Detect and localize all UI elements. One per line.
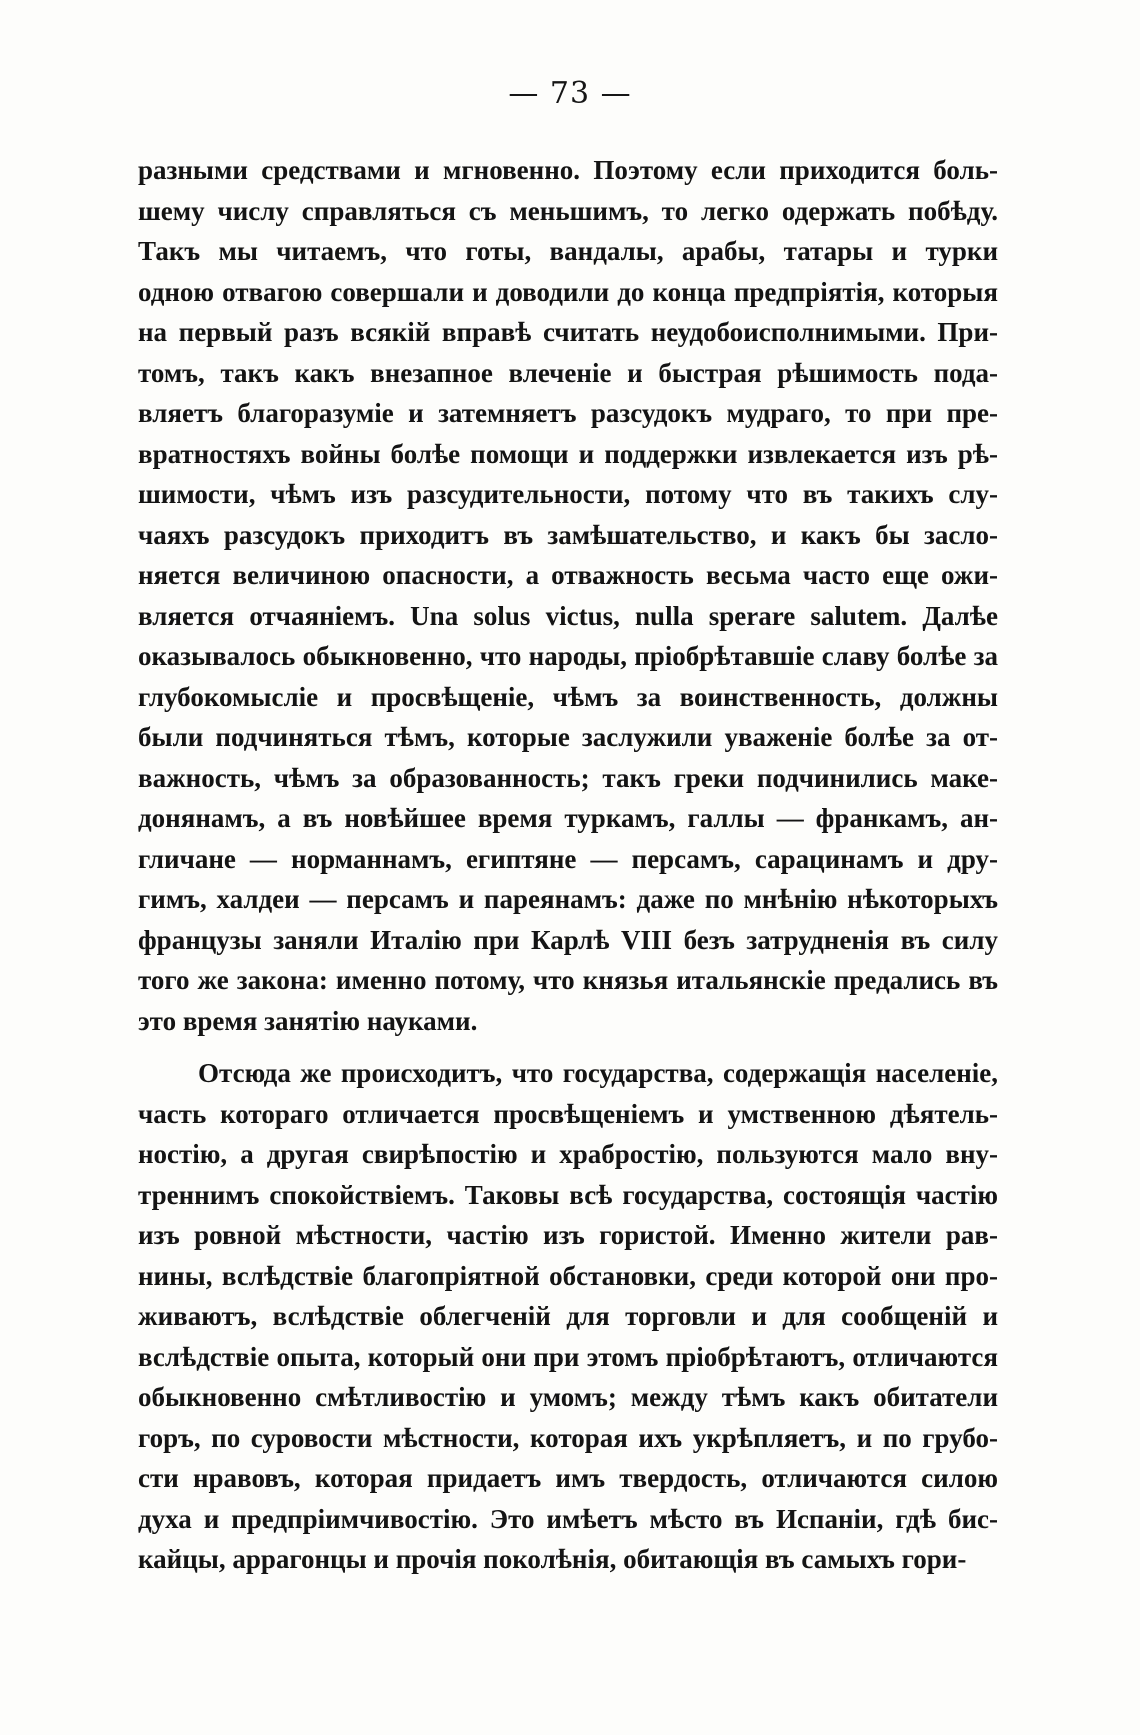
text-line: гличане — норманнамъ, египтяне — персамъ, сарацинамъ и дру- — [138, 843, 998, 874]
text-line: вратностяхъ войны болѣе помощи и поддержки извлекается изъ рѣ- — [138, 438, 998, 469]
text-line: оказывалось обыкновенно, что народы, пріобрѣтавшіе славу болѣе за — [138, 641, 998, 671]
text-line: на первый разъ всякій вправѣ считать неудобоисполнимыми. При- — [138, 317, 998, 347]
text-line: Такъ мы читаемъ, что готы, вандалы, арабы, татары и турки — [138, 236, 998, 266]
text-line: обыкновенно смѣтливостію и умомъ; между тѣмъ какъ обитатели — [138, 1382, 998, 1412]
text-line: гимъ, халдеи — персамъ и пареянамъ: даже по мнѣнію нѣкоторыхъ — [138, 884, 998, 914]
text-line: изъ ровной мѣстности, частію изъ гористой. Именно жители рав- — [138, 1220, 998, 1250]
text-line: томъ, такъ какъ внезапное влеченіе и быстрая рѣшимость пода- — [138, 357, 998, 388]
text-line: живаютъ, вслѣдствіе облегченій для торговли и для сообщеній и — [138, 1301, 998, 1331]
text-line: сти нравовъ, которая придаетъ имъ твердость, отличаются силою — [138, 1463, 998, 1493]
text-line: глубокомысліе и просвѣщеніе, чѣмъ за воинственность, должны — [138, 681, 998, 712]
text-line: того же закона: именно потому, что князья итальянскіе предались въ — [138, 965, 998, 995]
text-line: няется величиною опасности, а отважность весьма часто еще ожи- — [138, 560, 998, 590]
text-line: шимости, чѣмъ изъ разсудительности, потому что въ такихъ слу- — [138, 479, 998, 509]
text-line: это время занятію науками. — [138, 1005, 478, 1036]
text-line: чаяхъ разсудокъ приходитъ въ замѣшательство, и какъ бы засло- — [138, 519, 998, 550]
paragraph-2 — [138, 1053, 998, 1580]
text-line: часть котораго отличается просвѣщеніемъ и умственною дѣятель- — [138, 1098, 998, 1129]
text-line: важность, чѣмъ за образованность; такъ греки подчинились маке- — [138, 762, 998, 793]
text-line: вслѣдствіе опыта, который они при этомъ пріобрѣтаютъ, отличаются — [138, 1341, 998, 1372]
text-line: разными средствами и мгновенно. Поэтому если приходится боль- — [138, 155, 998, 185]
text-line: вляется отчаяніемъ. Una solus victus, nulla sperare salutem. Далѣе — [138, 600, 998, 631]
text-line: треннимъ спокойствіемъ. Таковы всѣ государства, состоящія частію — [138, 1179, 998, 1210]
text-line: французы заняли Италію при Карлѣ VIII безъ затрудненія въ силу — [138, 924, 998, 955]
text-line: были подчиняться тѣмъ, которые заслужили уваженіе болѣе за от- — [138, 722, 998, 752]
body-text — [138, 150, 998, 1580]
page-number: — 73 — — [508, 76, 632, 111]
text-line: духа и предпріимчивостію. Это имѣетъ мѣсто въ Испаніи, гдѣ бис- — [138, 1503, 998, 1534]
text-line: шему числу справляться съ меньшимъ, то легко одержать побѣду. — [138, 195, 998, 226]
text-line: кайцы, аррагонцы и прочія поколѣнія, обитающія въ самыхъ гори- — [138, 1544, 967, 1574]
text-line: одною отвагою совершали и доводили до конца предпріятія, которыя — [138, 276, 998, 307]
text-line: Отсюда же происходитъ, что государства, содержащія населеніе, — [198, 1058, 998, 1088]
text-line: вляетъ благоразуміе и затемняетъ разсудокъ мудраго, то при пре- — [138, 398, 998, 428]
text-line: ностію, а другая свирѣпостію и храбростію, пользуются мало вну- — [138, 1139, 998, 1169]
text-line: донянамъ, а въ новѣйшее время туркамъ, галлы — франкамъ, ан- — [138, 803, 998, 833]
paragraph-1 — [138, 150, 998, 1041]
text-line: нины, вслѣдствіе благопріятной обстановки, среди которой они про- — [138, 1260, 998, 1291]
text-line: горъ, по суровости мѣстности, которая ихъ укрѣпляетъ, и по грубо- — [138, 1422, 998, 1453]
